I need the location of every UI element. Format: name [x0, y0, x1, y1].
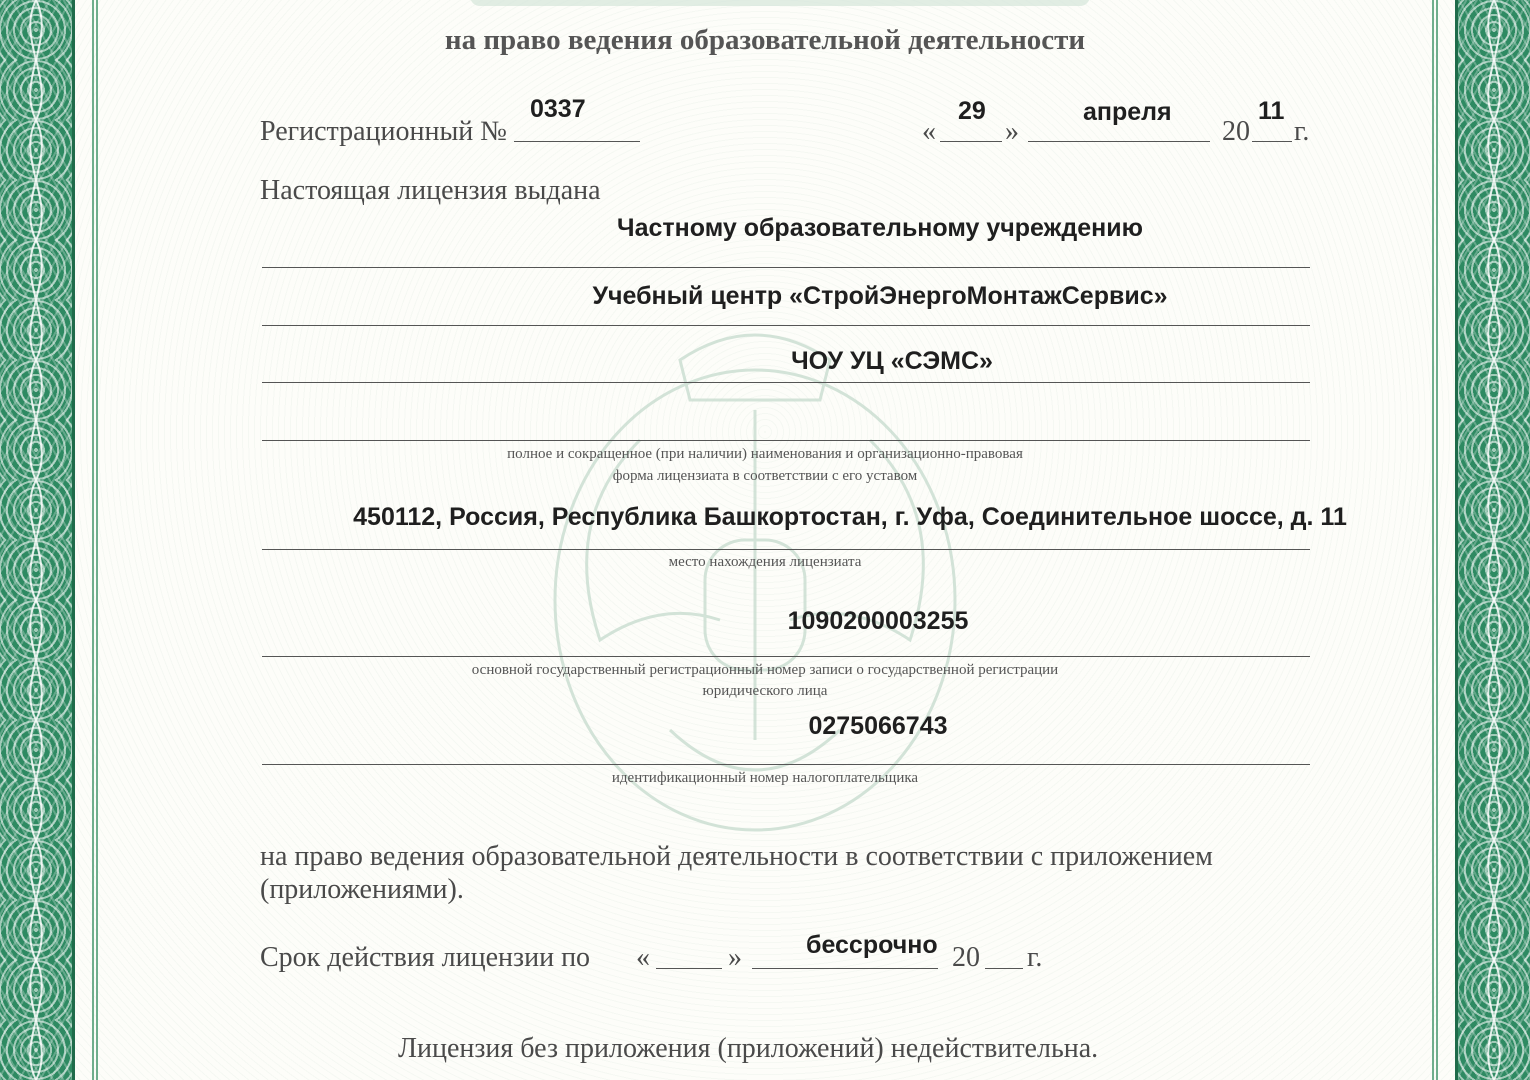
- date-quote-open: «: [922, 116, 936, 147]
- registration-number: 0337: [530, 95, 586, 123]
- validity-quote-open: «: [636, 942, 650, 973]
- header-decoration: [470, 0, 1090, 6]
- validity-year-unit: г.: [1027, 942, 1043, 973]
- licensee-name-line1: Частному образовательному учреждению: [617, 214, 1143, 242]
- ogrn-rule: [262, 656, 1310, 657]
- month-line: [1028, 141, 1210, 142]
- validity-day-line: [656, 968, 722, 969]
- registration-year: 11: [1258, 97, 1285, 125]
- licensee-short-name: ЧОУ УЦ «СЭМС»: [791, 347, 993, 375]
- registration-label: Регистрационный №: [260, 116, 507, 147]
- licensee-name-line2: Учебный центр «СтройЭнергоМонтажСервис»: [592, 282, 1168, 310]
- left-ornament-icon: [14, 0, 58, 1080]
- date-quote-close: »: [1005, 116, 1019, 147]
- purpose-line1: на право ведения образовательной деятельности в соответствии с приложением: [260, 841, 1213, 872]
- purpose-line2: (приложениями).: [260, 874, 464, 905]
- name-line2-rule: [262, 325, 1310, 326]
- ogrn-value: 1090200003255: [787, 607, 969, 635]
- inn-value: 0275066743: [808, 712, 948, 740]
- inn-caption: идентификационный номер налогоплательщика: [611, 770, 919, 786]
- validity-label: Срок действия лицензии по: [260, 942, 591, 973]
- registration-month: апреля: [1083, 98, 1172, 126]
- validity-value: бессрочно: [806, 931, 938, 959]
- blank-name-rule: [262, 440, 1310, 441]
- ogrn-caption-line2: юридического лица: [702, 683, 828, 699]
- inn-rule: [262, 764, 1310, 765]
- validity-month-line: [752, 968, 938, 969]
- name-caption-line2: форма лицензиата в соответствии с его уставом: [612, 468, 918, 484]
- validity-year-line: [985, 968, 1023, 969]
- year-line: [1252, 141, 1292, 142]
- licensee-address: 450112, Россия, Республика Башкортостан, г. Уфа, Соединительное шоссе, д. 11: [353, 503, 1347, 531]
- validity-year-prefix: 20: [952, 942, 980, 973]
- validity-quote-close: »: [728, 942, 742, 973]
- registration-day: 29: [958, 97, 986, 125]
- short-name-rule: [262, 382, 1310, 383]
- document-title: на право ведения образовательной деятельности: [444, 24, 1086, 56]
- registration-number-line: [514, 141, 640, 142]
- address-rule: [262, 549, 1310, 550]
- name-caption-line1: полное и сокращенное (при наличии) наименования и организационно-правовая: [507, 446, 1023, 462]
- ogrn-caption-line1: основной государственный регистрационный номер записи о государственной регистрации: [471, 662, 1059, 678]
- footer-note: Лицензия без приложения (приложений) недействительна.: [398, 1033, 1099, 1064]
- right-ornament-icon: [1472, 0, 1516, 1080]
- address-caption: место нахождения лицензиата: [668, 554, 862, 570]
- name-line1-rule: [262, 267, 1310, 268]
- year-prefix: 20: [1222, 116, 1250, 147]
- year-unit: г.: [1294, 116, 1310, 147]
- day-line: [940, 141, 1002, 142]
- issued-label: Настоящая лицензия выдана: [260, 175, 601, 206]
